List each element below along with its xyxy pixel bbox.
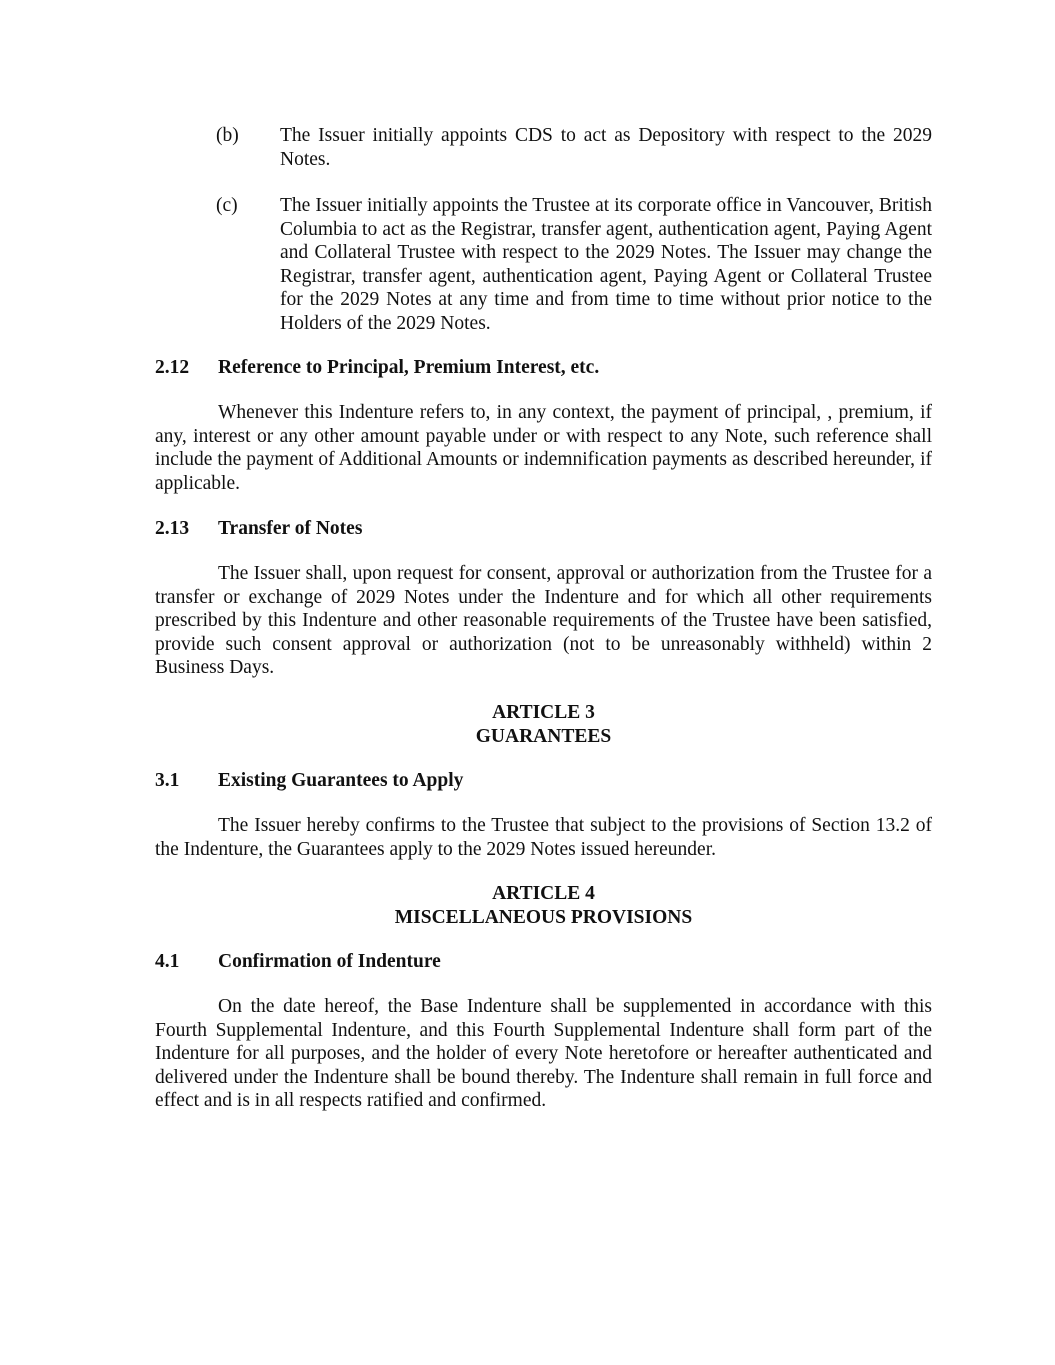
list-item-text: The Issuer initially appoints CDS to act as Depository with respect to the 2029 Notes. bbox=[280, 125, 932, 170]
section-body-3-1: The Issuer hereby confirms to the Trustee that subject to the provisions of Section 13.2 of the Indenture, the Guarantees apply to the 2029 Notes issued hereunder. bbox=[155, 815, 932, 860]
section-number: 2.13 bbox=[155, 518, 190, 539]
article-heading-3 bbox=[155, 701, 932, 748]
section-title: Transfer of Notes bbox=[218, 518, 363, 539]
list-item-b bbox=[216, 124, 932, 172]
section-number: 3.1 bbox=[155, 770, 180, 791]
section-heading-2-13 bbox=[155, 517, 932, 541]
section-body-2-12: Whenever this Indenture refers to, in any context, the payment of principal, , premium, if any, interest or any other amount payable under or with respect to any Note, such reference shall include the payment of Additional Amounts or indemnification payments as described hereunder, if applicable. bbox=[155, 402, 932, 494]
article-title: MISCELLANEOUS PROVISIONS bbox=[394, 906, 693, 928]
section-body-2-13: The Issuer shall, upon request for consent, approval or authorization from the Trustee for a transfer or exchange of 2029 Notes under the Indenture and for which all other requirements prescribed by this Indenture and other reasonable requirements of the Trustee have been satisfied, provide such consent approval or authorization (not to be unreasonably withheld) within 2 Business Days. bbox=[155, 563, 932, 679]
section-title: Existing Guarantees to Apply bbox=[218, 770, 464, 791]
section-heading-3-1 bbox=[155, 769, 932, 793]
article-number: ARTICLE 4 bbox=[492, 883, 595, 904]
article-heading-4 bbox=[155, 882, 932, 929]
article-number: ARTICLE 3 bbox=[492, 702, 595, 723]
section-body-4-1: On the date hereof, the Base Indenture shall be supplemented in accordance with this Fourth Supplemental Indenture, and this Fourth Supplemental Indenture shall form part of the Indenture for all purposes, and the holder of every Note heretofore or hereafter authenticated and delivered under the Indenture shall be bound thereby. The Indenture shall remain in full force and effect and is in all respects ratified and confirmed. bbox=[155, 996, 932, 1112]
list-item-label: (c) bbox=[216, 195, 238, 216]
section-number: 4.1 bbox=[155, 951, 180, 972]
section-heading-4-1 bbox=[155, 950, 932, 974]
list-item-text: The Issuer initially appoints the Trustee at its corporate office in Vancouver, British Columbia to act as the Registrar, transfer agent, authentication agent, Paying Agent and Collateral Trustee with respect to the 2029 Notes. The Issuer may change the Registrar, transfer agent, authentication agent, Paying Agent or Collateral Trustee for the 2029 Notes at any time and from time to time without prior notice to the Holders of the 2029 Notes. bbox=[280, 195, 932, 334]
section-title: Reference to Principal, Premium Interest, etc. bbox=[218, 357, 600, 378]
section-heading-2-12 bbox=[155, 356, 932, 380]
section-number: 2.12 bbox=[155, 357, 190, 378]
section-title: Confirmation of Indenture bbox=[218, 951, 441, 972]
list-item-label: (b) bbox=[216, 125, 239, 146]
article-title: GUARANTEES bbox=[475, 725, 612, 747]
list-item-c bbox=[216, 194, 932, 338]
